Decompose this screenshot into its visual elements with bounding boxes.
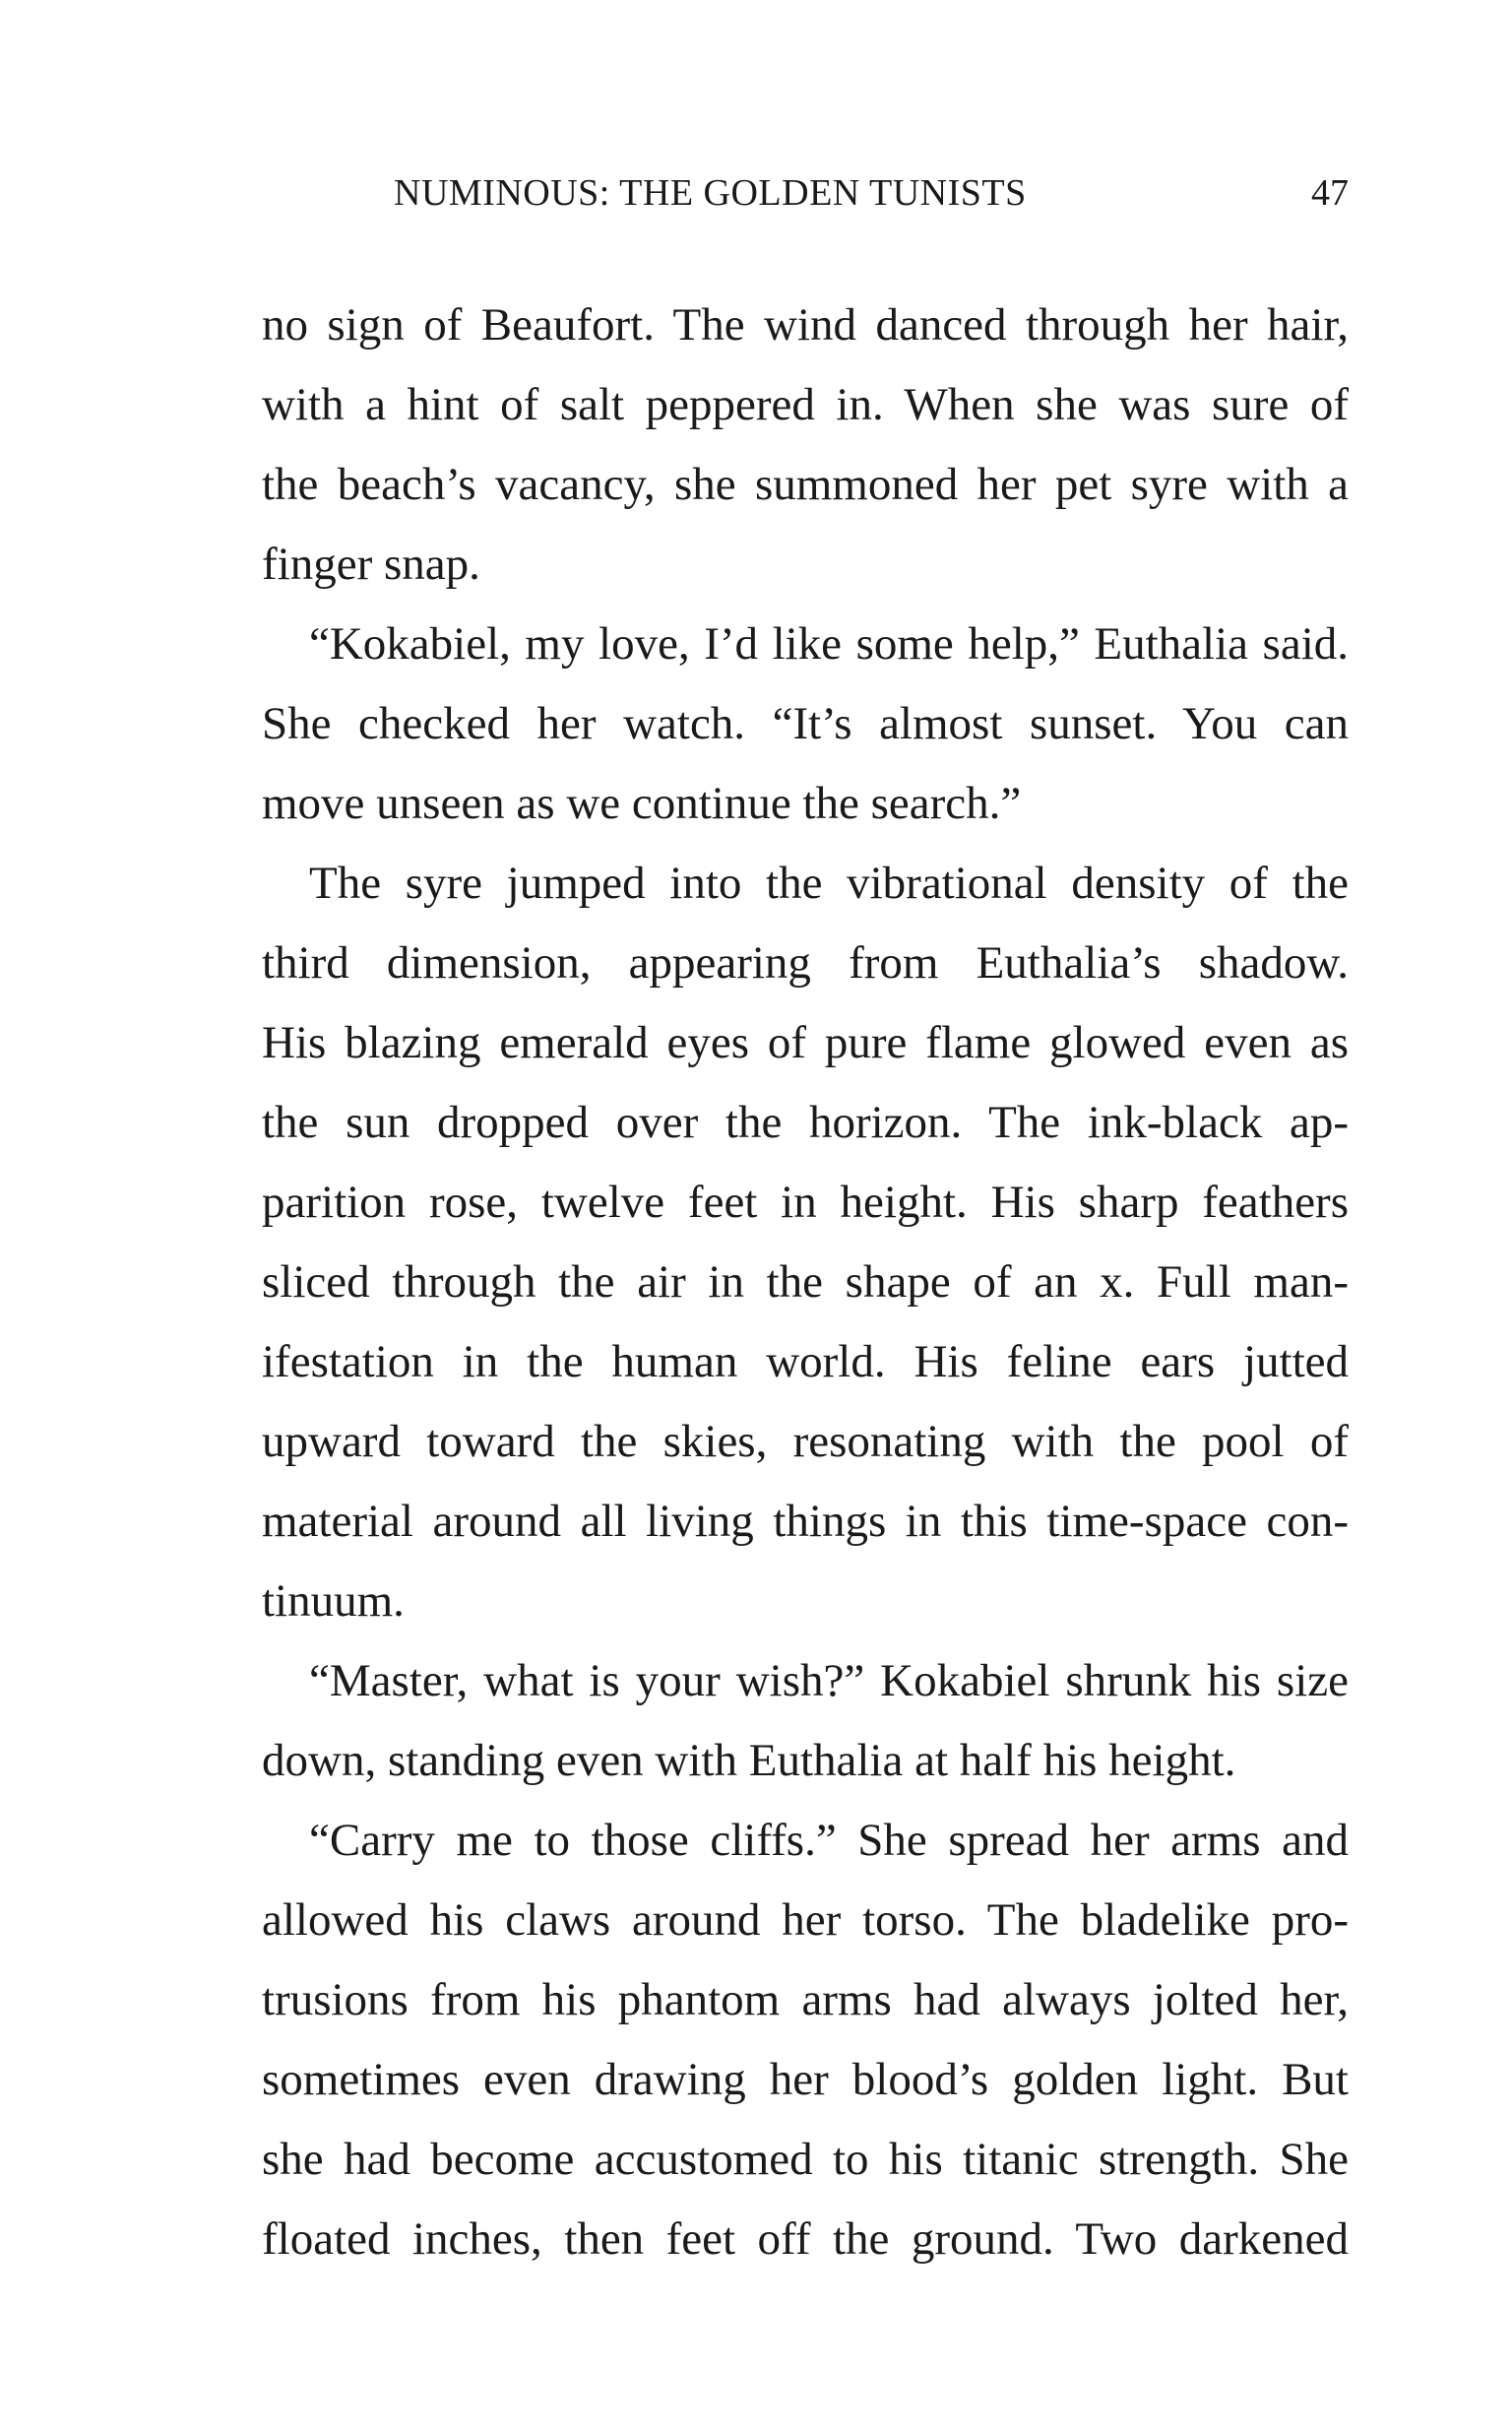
text-line: with a hint of salt peppered in. When she was sure of: [262, 379, 1349, 430]
text-line: His blazing emerald eyes of pure flame glowed even as: [262, 1017, 1349, 1068]
text-line: upward toward the skies, resonating with the pool of: [262, 1416, 1349, 1467]
text-line: floated inches, then feet off the ground. Two darkened: [262, 2213, 1349, 2265]
text-line: “Carry me to those cliffs.” She spread her arms and: [309, 1815, 1349, 1866]
body-text: [262, 286, 1349, 2279]
text-line: third dimension, appearing from Euthalia’s shadow.: [262, 937, 1349, 989]
text-line: finger snap.: [262, 539, 480, 590]
page-number: 47: [1311, 172, 1349, 214]
text-line: sometimes even drawing her blood’s golden light. But: [262, 2054, 1349, 2105]
text-line: the beach’s vacancy, she summoned her pet syre with a: [262, 459, 1349, 510]
text-line: down, standing even with Euthalia at half his height.: [262, 1735, 1236, 1786]
text-line: “Kokabiel, my love, I’d like some help,” Euthalia said.: [309, 618, 1349, 670]
text-line: material around all living things in this time-space con-: [262, 1496, 1349, 1547]
text-line: trusions from his phantom arms had always jolted her,: [262, 1974, 1349, 2025]
text-line: “Master, what is your wish?” Kokabiel shrunk his size: [309, 1655, 1349, 1706]
text-line: she had become accustomed to his titanic strength. She: [262, 2134, 1349, 2185]
text-line: She checked her watch. “It’s almost sunset. You can: [262, 698, 1349, 749]
text-line: parition rose, twelve feet in height. His sharp feathers: [262, 1177, 1349, 1228]
text-line: The syre jumped into the vibrational density of the: [309, 858, 1349, 909]
running-head: [262, 165, 1349, 221]
text-line: ifestation in the human world. His feline ears jutted: [262, 1336, 1349, 1387]
text-line: tinuum.: [262, 1575, 405, 1627]
text-line: no sign of Beaufort. The wind danced through her hair,: [262, 299, 1349, 351]
text-line: sliced through the air in the shape of an x. Full man-: [262, 1256, 1349, 1308]
running-title: NUMINOUS: THE GOLDEN TUNISTS: [394, 172, 1027, 214]
text-line: allowed his claws around her torso. The bladelike pro-: [262, 1894, 1349, 1946]
text-line: move unseen as we continue the search.”: [262, 778, 1022, 829]
text-line: the sun dropped over the horizon. The ink-black ap-: [262, 1097, 1349, 1148]
